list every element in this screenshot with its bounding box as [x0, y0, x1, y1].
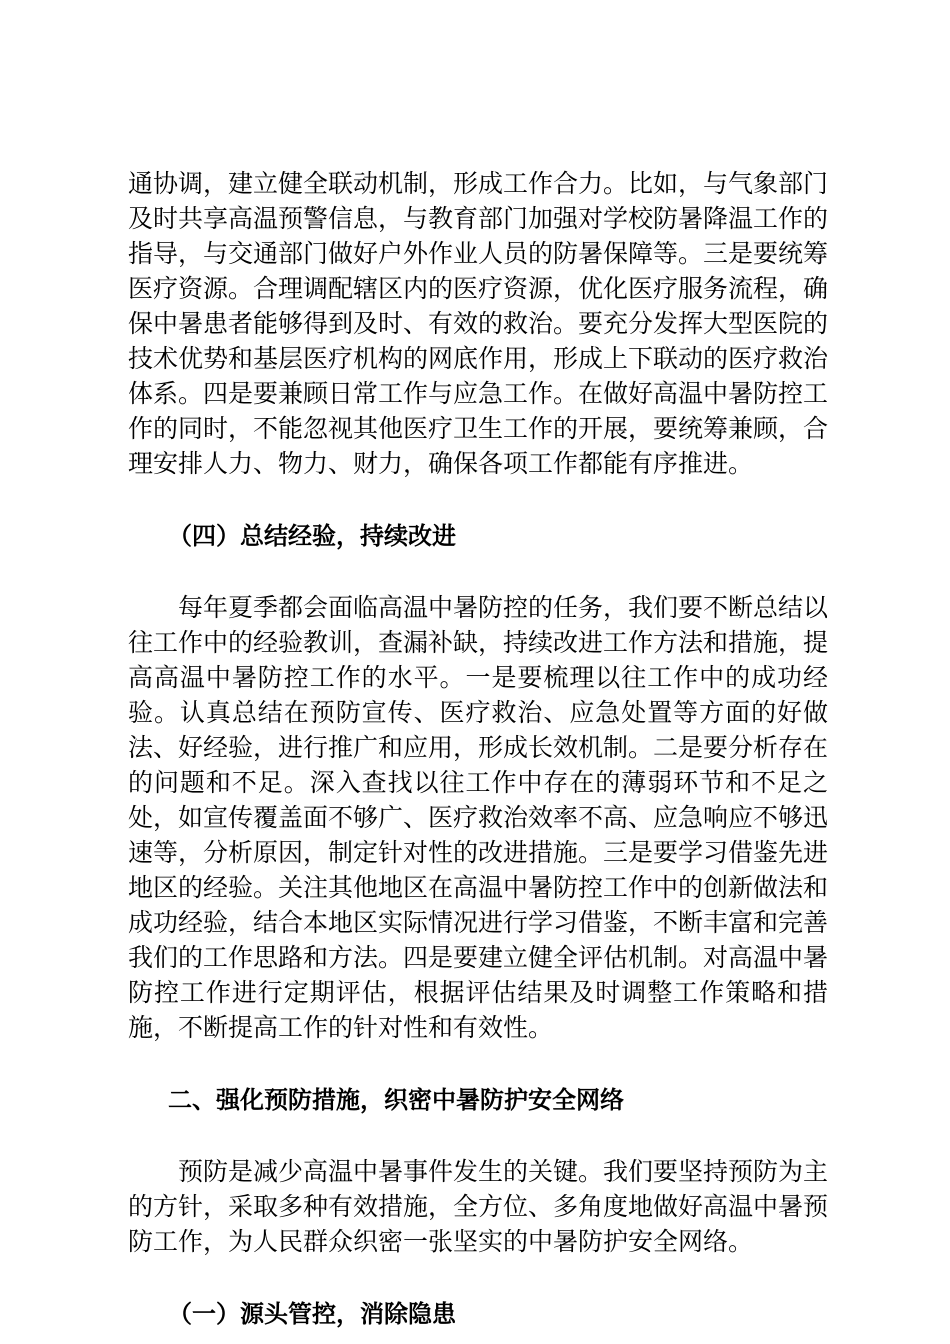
paragraph-prevention: 预防是减少高温中暑事件发生的关键。我们要坚持预防为主的方针，采取多种有效措施，全方位、多角度地做好高温中暑预防工作，为人民群众织密一张坚实的中暑防护安全网络。	[128, 1157, 829, 1256]
paragraph-summary: 每年夏季都会面临高温中暑防控的任务，我们要不断总结以往工作中的经验教训，查漏补缺，持续改进工作方法和措施，提高高温中暑防控工作的水平。一是要梳理以往工作中的成功经验。认真总结在预防宣传、医疗救治、应急处置等方面的好做法、好经验，进行推广和应用，形成长效机制。二是要分析存在的问题和不足。深入查找以往工作中存在的薄弱环节和不足之处，如宣传覆盖面不够广、医疗救治效率不高、应急响应不够迅速等，分析原因，制定针对性的改进措施。三是要学习借鉴先进地区的经验。关注其他地区在高温中暑防控工作中的创新做法和成功经验，结合本地区实际情况进行学习借鉴，不断丰富和完善我们的工作思路和方法。四是要建立健全评估机制。对高温中暑防控工作进行定期评估，根据评估结果及时调整工作策略和措施，不断提高工作的针对性和有效性。	[128, 593, 829, 1042]
section-heading-source-control: （一）源头管控，消除隐患	[168, 1300, 456, 1328]
document-body	[128, 166, 828, 1332]
chapter-heading-prevention: 二、强化预防措施，织密中暑防护安全网络	[168, 1086, 624, 1114]
section-heading-summary: （四）总结经验，持续改进	[168, 522, 456, 550]
paragraph-coordination: 通协调，建立健全联动机制，形成工作合力。比如，与气象部门及时共享高温预警信息，与教育部门加强对学校防暑降温工作的指导，与交通部门做好户外作业人员的防暑保障等。三是要统筹医疗资源。合理调配辖区内的医疗资源，优化医疗服务流程，确保中暑患者能够得到及时、有效的救治。要充分发挥大型医院的技术优势和基层医疗机构的网底作用，形成上下联动的医疗救治体系。四是要兼顾日常工作与应急工作。在做好高温中暑防控工作的同时，不能忽视其他医疗卫生工作的开展，要统筹兼顾，合理安排人力、物力、财力，确保各项工作都能有序推进。	[128, 169, 829, 478]
